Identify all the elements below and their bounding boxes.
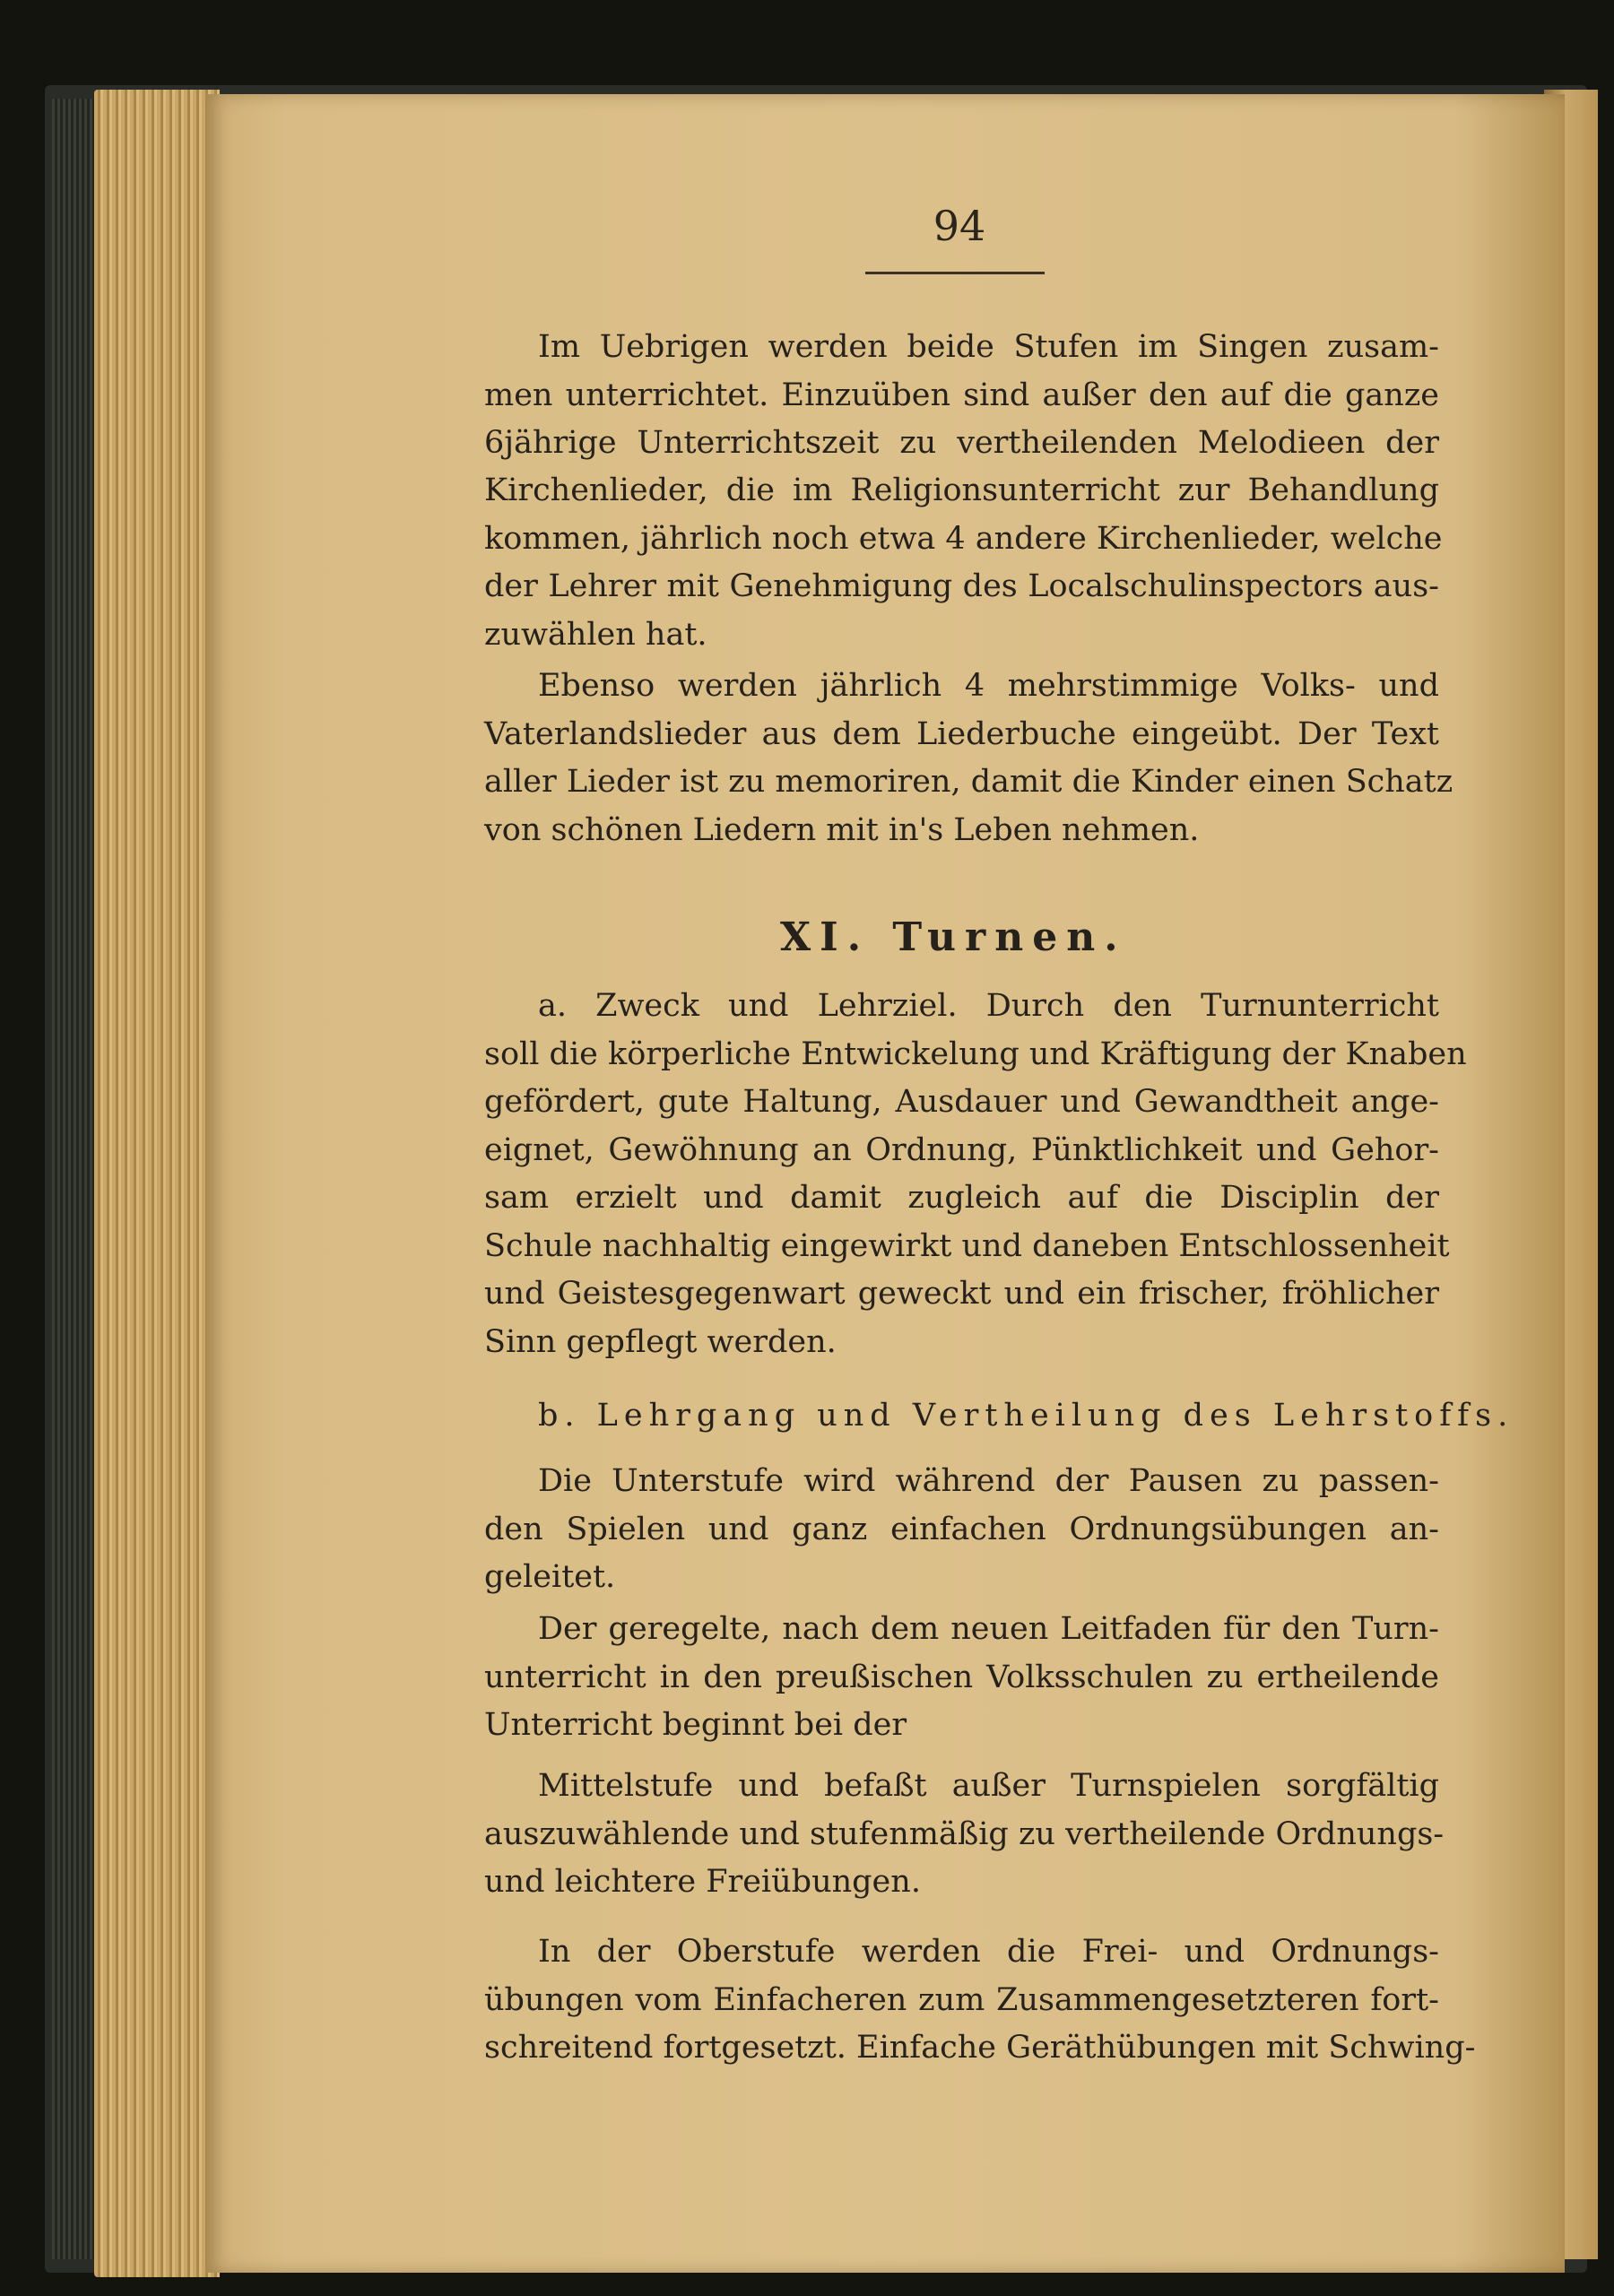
section-heading: XI. Turnen. bbox=[780, 914, 1127, 960]
text-line: kommen, jährlich noch etwa 4 andere Kirchenlieder, welche bbox=[484, 521, 1443, 557]
text-line: den Spielen und ganz einfachen Ordnungsübungen an- bbox=[484, 1512, 1439, 1547]
text-line: und Geistesgegenwart geweckt und ein frischer, fröhlicher bbox=[484, 1276, 1439, 1312]
text-line: Der geregelte, nach dem neuen Leitfaden für den Turn- bbox=[538, 1611, 1439, 1647]
text-line: Die Unterstufe wird während der Pausen zu passen- bbox=[538, 1463, 1439, 1499]
text-line: soll die körperliche Entwickelung und Kräftigung der Knaben bbox=[484, 1036, 1467, 1072]
text-line: von schönen Liedern mit in's Leben nehmen. bbox=[484, 812, 1200, 848]
text-line: Kirchenlieder, die im Religionsunterricht zur Behandlung bbox=[484, 472, 1439, 508]
text-line: a. Zweck und Lehrziel. Durch den Turnunterricht bbox=[538, 988, 1439, 1024]
text-line: Ebenso werden jährlich 4 mehrstimmige Volks- und bbox=[538, 668, 1439, 704]
text-line: Unterricht beginnt bei der bbox=[484, 1707, 907, 1743]
page-edges bbox=[94, 90, 220, 2277]
subsection-title: b. Lehrgang und Vertheilung des Lehrstoffs. bbox=[538, 1398, 1514, 1434]
text-line: gefördert, gute Haltung, Ausdauer und Gewandtheit ange- bbox=[484, 1084, 1439, 1120]
text-line: 6jährige Unterrichtszeit zu vertheilenden Melodieen der bbox=[484, 425, 1439, 461]
text-line: eignet, Gewöhnung an Ordnung, Pünktlichkeit und Gehor- bbox=[484, 1132, 1439, 1168]
text-line: Mittelstufe und befaßt außer Turnspielen sorgfältig bbox=[538, 1768, 1439, 1804]
text-line: Im Uebrigen werden beide Stufen im Singen zusam- bbox=[538, 329, 1439, 365]
text-line: geleitet. bbox=[484, 1559, 616, 1595]
header-rule bbox=[865, 272, 1045, 274]
text-line: Sinn gepflegt werden. bbox=[484, 1324, 837, 1360]
text-line: zuwählen hat. bbox=[484, 617, 707, 653]
text-line: Schule nachhaltig eingewirkt und daneben Entschlossenheit bbox=[484, 1228, 1450, 1264]
text-line: men unterrichtet. Einzuüben sind außer den auf die ganze bbox=[484, 377, 1439, 413]
page-number: 94 bbox=[933, 202, 986, 250]
text-line: schreitend fortgesetzt. Einfache Geräthübungen mit Schwing- bbox=[484, 2030, 1476, 2066]
text-line: Vaterlandslieder aus dem Liederbuche eingeübt. Der Text bbox=[484, 716, 1439, 752]
text-line: In der Oberstufe werden die Frei- und Ordnungs- bbox=[538, 1934, 1439, 1970]
text-line: der Lehrer mit Genehmigung des Localschulinspectors aus- bbox=[484, 568, 1439, 604]
text-line: übungen vom Einfacheren zum Zusammengesetzteren fort- bbox=[484, 1982, 1439, 2018]
text-line: unterricht in den preußischen Volksschulen zu ertheilende bbox=[484, 1659, 1439, 1695]
text-line: auszuwählende und stufenmäßig zu vertheilende Ordnungs- bbox=[484, 1816, 1445, 1852]
text-line: und leichtere Freiübungen. bbox=[484, 1864, 921, 1900]
text-line: aller Lieder ist zu memoriren, damit die Kinder einen Schatz bbox=[484, 764, 1453, 800]
text-line: sam erzielt und damit zugleich auf die Disciplin der bbox=[484, 1180, 1439, 1216]
